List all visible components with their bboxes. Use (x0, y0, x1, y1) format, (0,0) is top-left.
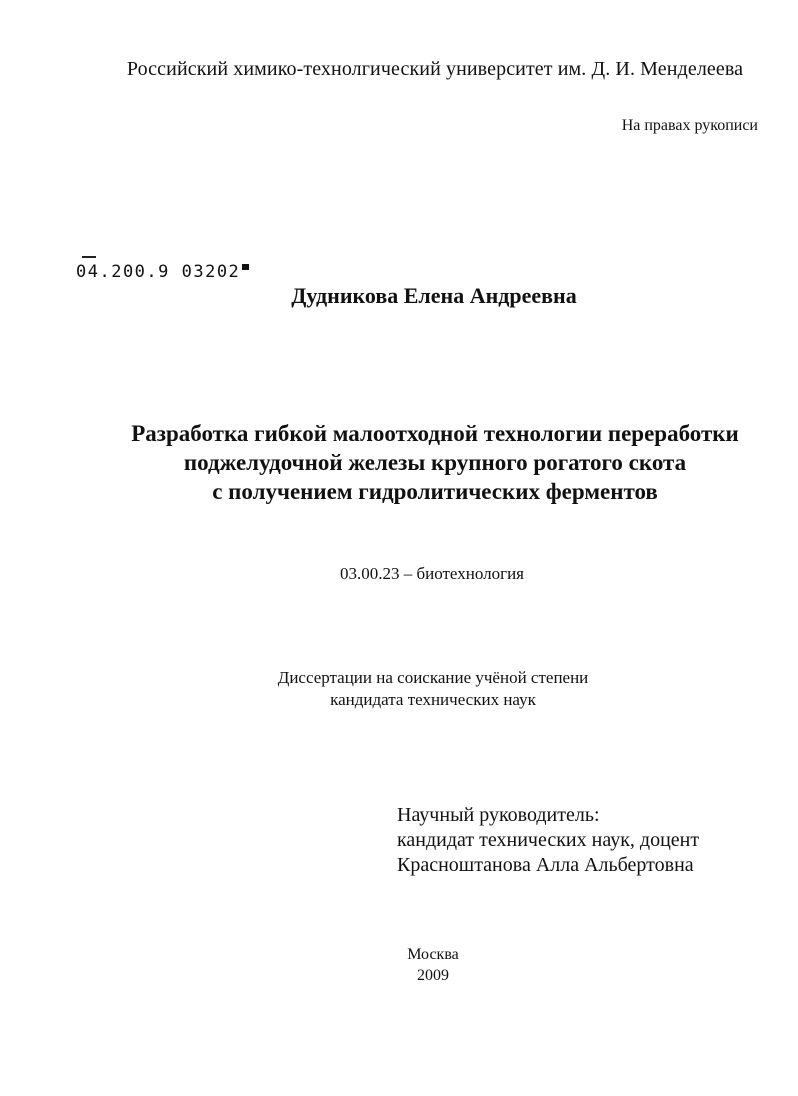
degree-line-2: кандидата технических наук (330, 690, 536, 709)
supervisor-label: Научный руководитель: (397, 804, 600, 826)
stamp-mark (82, 256, 96, 258)
city: Москва (407, 946, 459, 963)
supervisor-block (397, 803, 699, 878)
author-name: Дудникова Елена Андреевна (291, 283, 577, 308)
university-name: Российский химико-технолгический университет им. Д. И. Менделеева (126, 58, 744, 80)
place-and-year (0, 944, 798, 986)
specialty-code: 03.00.23 – биотехнология (339, 564, 525, 583)
year: 2009 (417, 967, 449, 984)
degree-statement (0, 667, 798, 711)
stamp-dot-icon (242, 264, 249, 270)
stamp-number: 04.200.9 03202 (76, 262, 241, 282)
title-line-3: с получением гидролитических ферментов (212, 479, 658, 504)
registration-stamp (76, 262, 249, 282)
degree-line-1: Диссертации на соискание учёной степени (277, 668, 589, 687)
supervisor-name: Красноштанова Алла Альбертовна (397, 854, 694, 876)
manuscript-rights-label: На правах рукописи (621, 117, 758, 134)
title-line-1: Разработка гибкой малоотходной технологии переработки (131, 421, 739, 446)
title-line-2: поджелудочной железы крупного рогатого скота (183, 450, 687, 475)
supervisor-degree: кандидат технических наук, доцент (397, 829, 700, 851)
dissertation-title (0, 419, 798, 506)
